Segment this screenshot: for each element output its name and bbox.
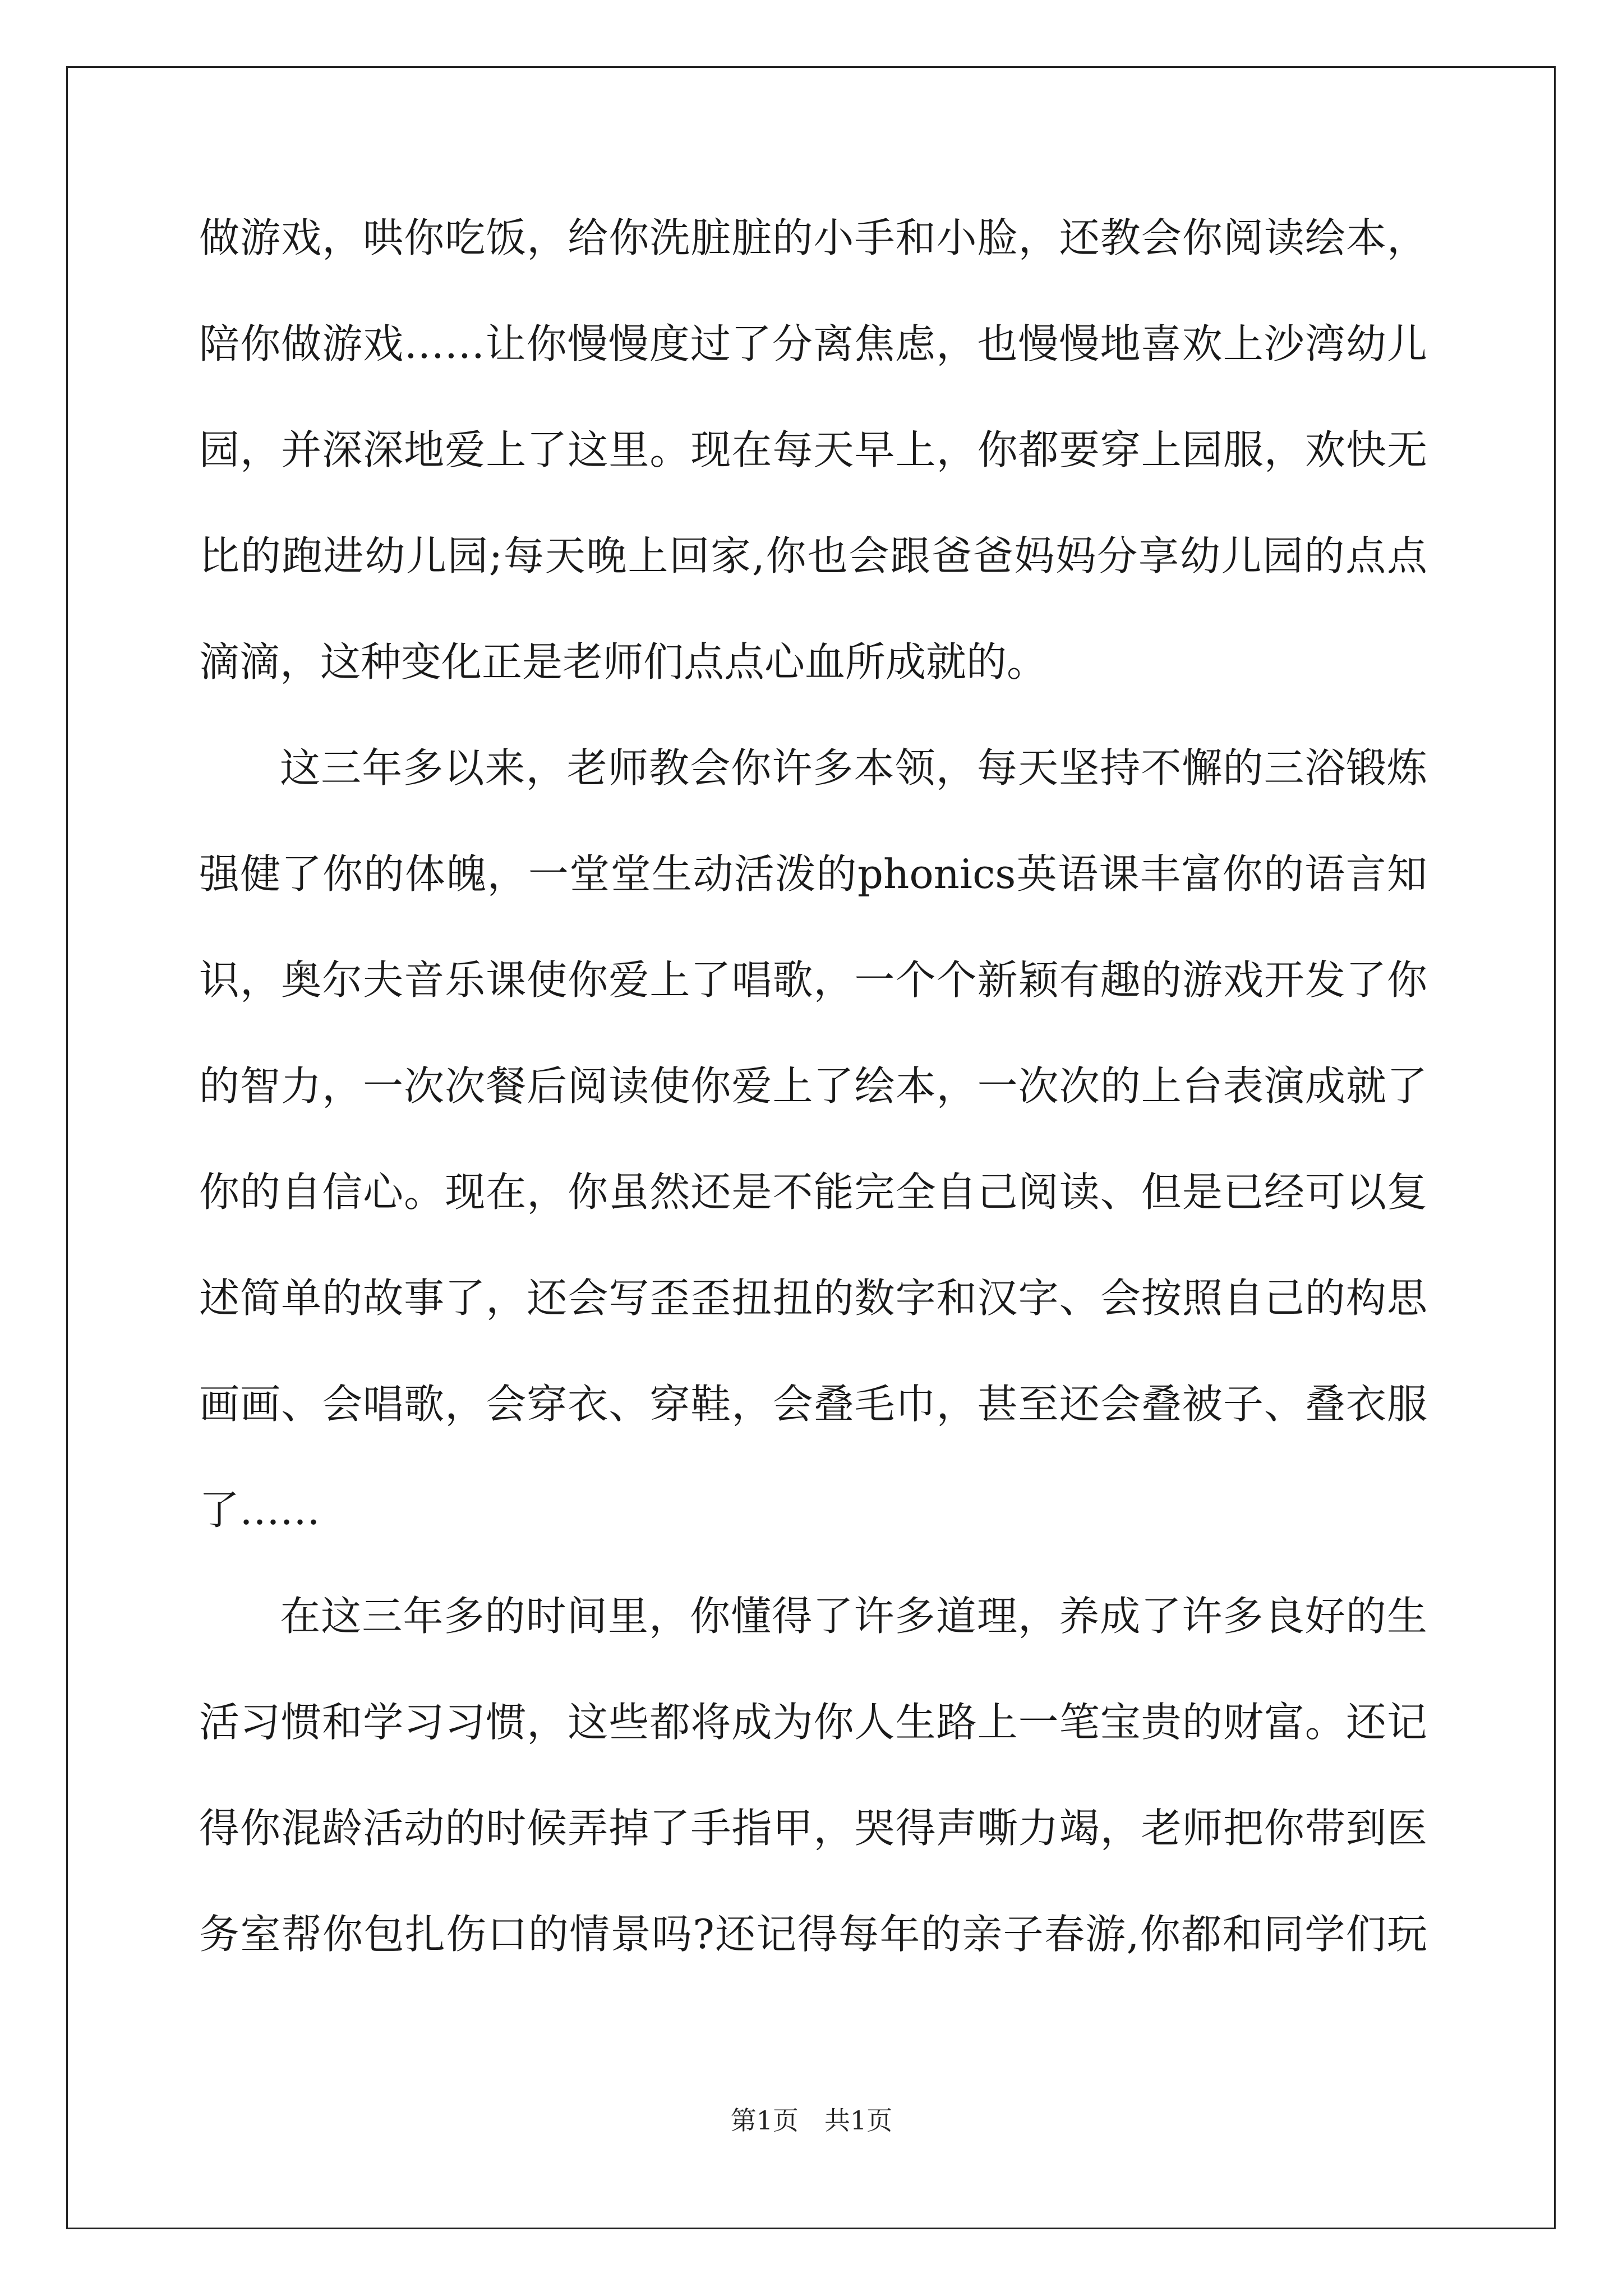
text-line: 你的自信心。现在，你虽然还是不能完全自己阅读、但是已经可以复 [199,1168,1427,1216]
text-line: 的智力，一次次餐后阅读使你爱上了绘本，一次次的上台表演成就了 [199,1062,1427,1110]
paragraph-first-line: 这三年多以来，老师教会你许多本领，每天坚持不懈的三浴锻炼 [280,744,1427,792]
document-body [199,185,1427,1987]
text-line: 园，并深深地爱上了这里。现在每天早上，你都要穿上园服，欢快无 [199,426,1427,473]
text-line: 活习惯和学习习惯，这些都将成为你人生路上一笔宝贵的财富。还记 [199,1699,1427,1746]
text-line: 画画、会唱歌，会穿衣、穿鞋，会叠毛巾，甚至还会叠被子、叠衣服 [199,1381,1427,1428]
text-line: 识，奥尔夫音乐课使你爱上了唱歌，一个个新颖有趣的游戏开发了你 [199,956,1427,1004]
text-line: 得你混龄活动的时候弄掉了手指甲，哭得声嘶力竭，老师把你带到医 [199,1805,1427,1852]
text-line: 了…… [199,1487,321,1534]
text-line: 述简单的故事了，还会写歪歪扭扭的数字和汉字、会按照自己的构思 [199,1274,1427,1322]
text-line: 做游戏，哄你吃饭，给你洗脏脏的小手和小脸，还教会你阅读绘本， [199,214,1427,261]
text-line: 务室帮你包扎伤口的情景吗?还记得每年的亲子春游,你都和同学们玩 [199,1911,1427,1958]
page-number-footer: 第1页 共1页 [730,2105,893,2136]
paragraph-first-line: 在这三年多的时间里，你懂得了许多道理，养成了许多良好的生 [280,1593,1427,1640]
text-line: 陪你做游戏……让你慢慢度过了分离焦虑，也慢慢地喜欢上沙湾幼儿 [199,320,1427,367]
text-line: 比的跑进幼儿园;每天晚上回家,你也会跟爸爸妈妈分享幼儿园的点点 [199,532,1427,579]
text-line: 滴滴，这种变化正是老师们点点心血所成就的。 [199,638,1048,685]
text-line: 强健了你的体魄，一堂堂生动活泼的phonics英语课丰富你的语言知 [199,850,1427,898]
